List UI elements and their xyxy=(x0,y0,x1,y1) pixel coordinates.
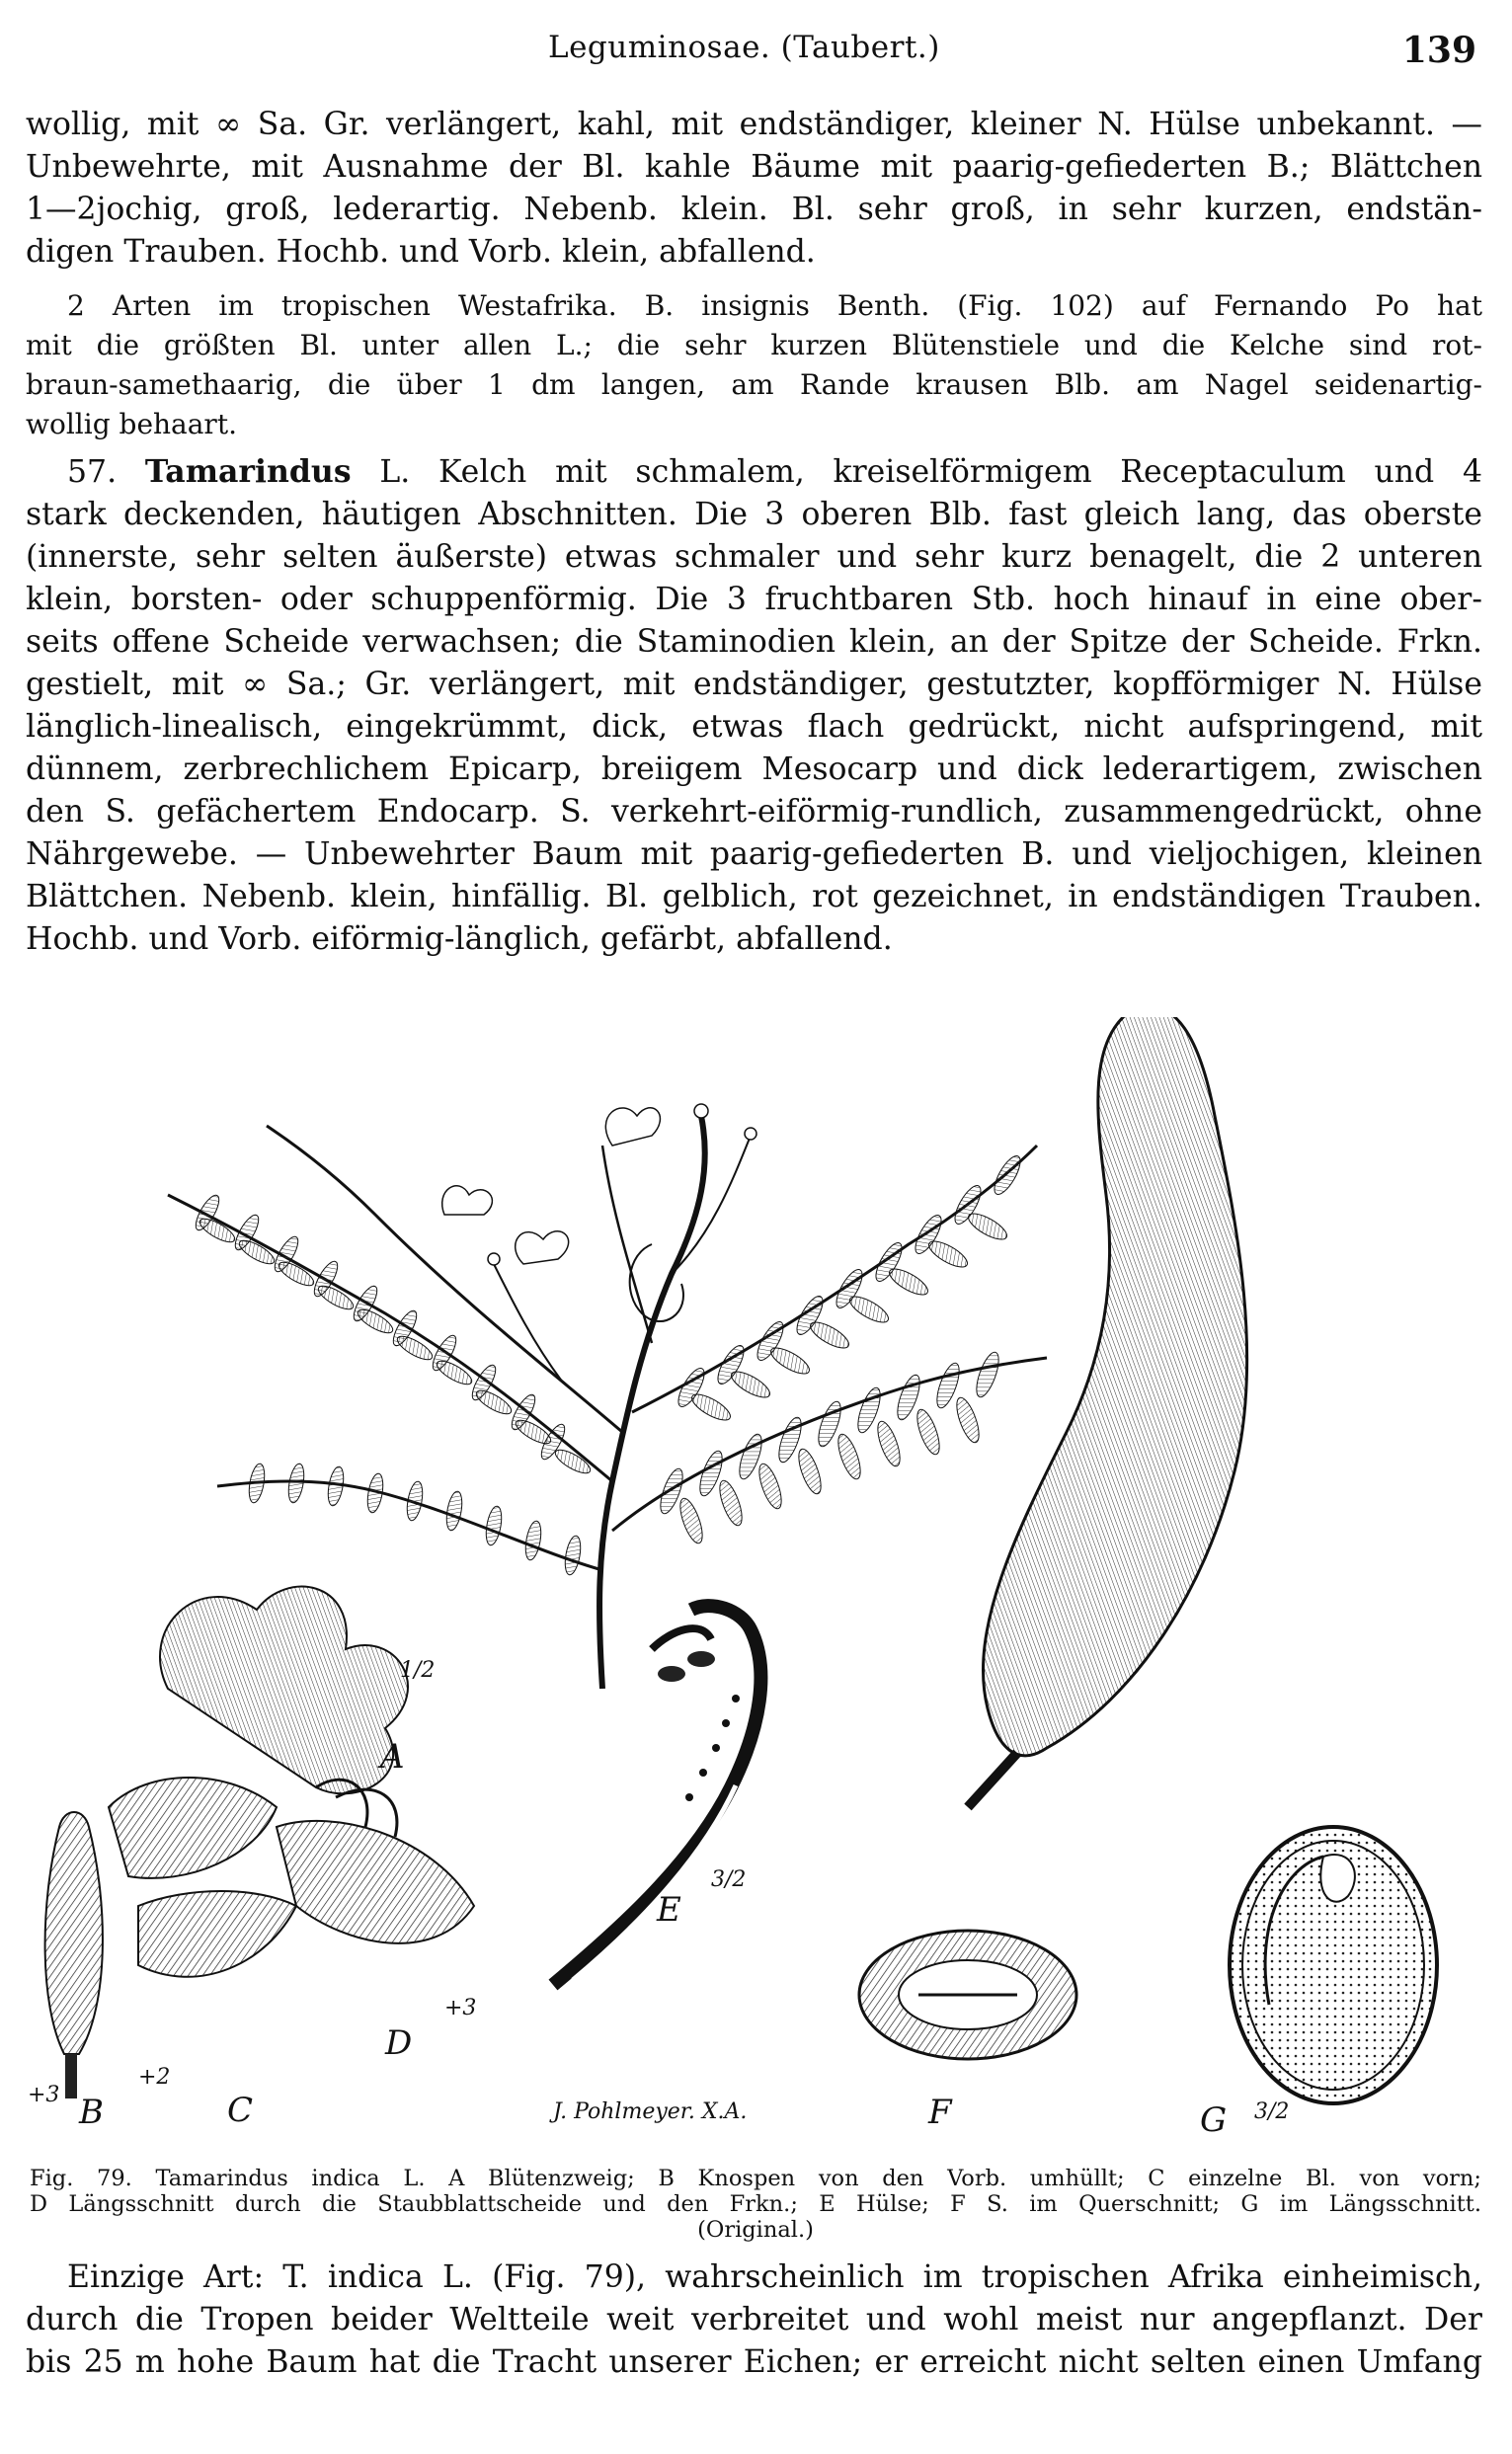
paragraph-species xyxy=(26,2256,1482,2384)
figure-label-f: F xyxy=(928,2093,952,2132)
text-line: gestielt, mit ∞ Sa.; Gr. verlängert, mit endständiger, gestutzter, kopfförmiger N. Hülse xyxy=(26,667,1482,702)
text-line: Hochb. und Vorb. eiförmig-länglich, gefärbt, abfallend. xyxy=(26,921,893,957)
text-line: 1—2jochig, groß, lederartig. Nebenb. klein. Bl. sehr groß, in sehr kurzen, endstän- xyxy=(26,192,1482,227)
engraver-signature: J. Pohlmeyer. X.A. xyxy=(553,2099,748,2124)
genus-heading-line xyxy=(26,450,1482,494)
figure-label-g: G xyxy=(1200,2100,1228,2140)
text-line: mit die größten Bl. unter allen L.; die sehr kurzen Blütenstiele und die Kelche sind rot- xyxy=(26,329,1482,361)
figure-caption xyxy=(30,2166,1481,2243)
running-head: Leguminosae. (Taubert.) xyxy=(548,30,940,65)
text-line: Einzige Art: T. indica L. (Fig. 79), wahrscheinlich im tropischen Afrika einheimisch, xyxy=(67,2259,1482,2295)
scale-label-c: +2 xyxy=(138,2065,171,2090)
genus-line-text: L. Kelch mit schmalem, kreiselförmigem Receptaculum und 4 xyxy=(379,454,1482,490)
figure-label-b: B xyxy=(79,2093,104,2132)
scale-label-a: 1/2 xyxy=(400,1658,436,1683)
text-line: dünnem, zerbrechlichem Epicarp, breiigem Mesocarp und dick lederartigem, zwischen xyxy=(26,752,1482,787)
text-line: 2 Arten im tropischen Westafrika. B. insignis Benth. (Fig. 102) auf Fernando Po hat xyxy=(67,289,1482,322)
text-line: durch die Tropen beider Weltteile weit verbreitet und wohl meist nur angepflanzt. Der xyxy=(26,2302,1482,2337)
botanical-illustration xyxy=(20,1017,1491,2163)
caption-original-note: (Original.) xyxy=(697,2217,814,2243)
paragraph-tamarindus xyxy=(26,450,1482,961)
text-line: länglich-linealisch, eingekrümmt, dick, etwas flach gedrückt, nicht aufspringend, mit xyxy=(26,709,1482,745)
caption-line: Fig. 79. Tamarindus indica L. A Blütenzweig; B Knospen von den Vorb. umhüllt; C einzelne Bl. von vorn; xyxy=(30,2166,1481,2191)
pod-drawing xyxy=(968,1017,1247,1807)
page-number: 139 xyxy=(1401,30,1476,71)
text-line: den S. gefächertem Endocarp. S. verkehrt-eiförmig-rundlich, zusammengedrückt, ohne xyxy=(26,794,1482,830)
scale-label-d: +3 xyxy=(444,1996,477,2020)
text-line: braun-samethaarig, die über 1 dm langen, am Rande krausen Blb. am Nagel seidenartig- xyxy=(26,368,1482,401)
paragraph-continued xyxy=(26,104,1482,274)
text-line: bis 25 m hohe Baum hat die Tracht unserer Eichen; er erreicht nicht selten einen Umfang xyxy=(26,2344,1482,2380)
figure-79 xyxy=(20,1017,1491,2163)
figure-label-d: D xyxy=(385,2023,413,2063)
text-line: digen Trauben. Hochb. und Vorb. klein, abfallend. xyxy=(26,234,816,270)
scale-label-e: 3/2 xyxy=(711,1867,747,1892)
text-line: (innerste, sehr selten äußerste) etwas schmaler und sehr kurz benagelt, die 2 unteren xyxy=(26,539,1482,575)
caption-line: D Längsschnitt durch die Staubblattscheide und den Frkn.; E Hülse; F S. im Querschnitt; G im Längsschnitt. xyxy=(30,2191,1481,2217)
figure-label-a: A xyxy=(380,1737,405,1777)
text-line: Unbewehrte, mit Ausnahme der Bl. kahle Bäume mit paarig-gefiederten B.; Blättchen xyxy=(26,149,1482,185)
genus-name: Tamarindus xyxy=(144,453,352,490)
text-line: stark deckenden, häutigen Abschnitten. Die 3 oberen Blb. fast gleich lang, das oberste xyxy=(26,497,1482,532)
figure-label-e: E xyxy=(657,1890,681,1930)
text-line: wollig, mit ∞ Sa. Gr. verlängert, kahl, mit endständiger, kleiner N. Hülse unbekannt. — xyxy=(26,107,1482,142)
scale-label-b: +3 xyxy=(28,2083,60,2107)
text-line: Nährgewebe. — Unbewehrter Baum mit paarig-gefiederten B. und vieljochigen, kleinen xyxy=(26,836,1482,872)
text-line: wollig behaart. xyxy=(26,408,237,440)
paragraph-species-note xyxy=(26,286,1482,444)
seed-cross-section-drawing xyxy=(859,1931,1076,2059)
genus-number: 57. xyxy=(67,454,118,490)
bud-drawing xyxy=(45,1812,103,2098)
text-line: Blättchen. Nebenb. klein, hinfällig. Bl. gelblich, rot gezeichnet, in endständigen Trauben. xyxy=(26,879,1482,914)
text-line: klein, borsten- oder schuppenförmig. Die 3 fruchtbaren Stb. hoch hinauf in eine ober- xyxy=(26,582,1482,617)
text-line: seits offene Scheide verwachsen; die Staminodien klein, an der Spitze der Scheide. Frkn. xyxy=(26,624,1482,660)
seed-longitudinal-section-drawing xyxy=(1230,1827,1437,2103)
figure-label-c: C xyxy=(227,2091,254,2130)
scale-label-g: 3/2 xyxy=(1254,2099,1290,2124)
flower-drawing xyxy=(109,1587,474,1977)
